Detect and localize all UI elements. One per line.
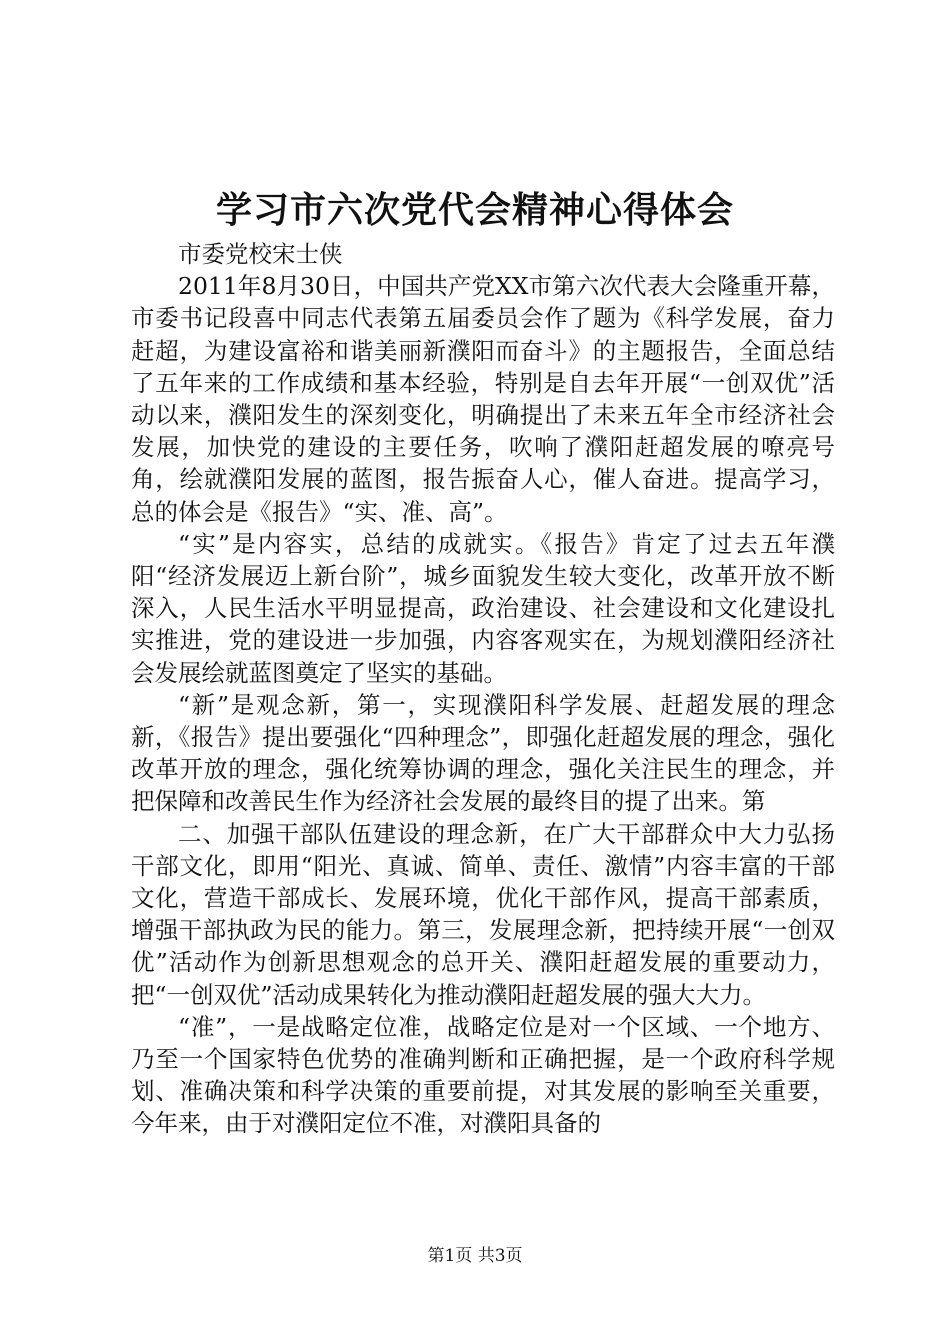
page-footer: 第1页 共3页 — [427, 1246, 523, 1266]
author-line: 市委党校宋士侠 — [178, 240, 343, 268]
paragraph: “准”，一是战略定位准，战略定位是对一个区域、一个地方、乃至一个国家特色优势的准确判断和正确把握，是一个政府科学规划、准确决策和科学决策的重要前提，对其发展的影响至关重要，今年来，由于对濮阳定位不准，对濮阳具备的 — [131, 1012, 835, 1138]
paragraph: 二、加强干部队伍建设的理念新，在广大干部群众中大力弘扬干部文化，即用“阳光、真诚、简单、责任、激情”内容丰富的干部文化，营造干部成长、发展环境，优化干部作风，提高干部素质，增强干部执政为民的能力。第三，发展理念新，把持续开展“一创双优”活动作为创新思想观念的总开关、濮阳赶超发展的重要动力，把“一创双优”活动成果转化为推动濮阳赶超发展的强大大力。 — [131, 819, 835, 1009]
paragraph: 2011年8月30日，中国共产党XX市第六次代表大会隆重开幕，市委书记段喜中同志代表第五届委员会作了题为《科学发展，奋力赶超，为建设富裕和谐美丽新濮阳而奋斗》的主题报告，全面总结了五年来的工作成绩和基本经验，特别是自去年开展“一创双优”活动以来，濮阳发生的深刻变化，明确提出了未来五年全市经济社会发展，加快党的建设的主要任务，吹响了濮阳赶超发展的嘹亮号角，绘就濮阳发展的蓝图，报告振奋人心，催人奋进。提高学习，总的体会是《报告》“实、准、高”。 — [131, 272, 835, 526]
document-title: 学习市六次党代会精神心得体会 — [215, 189, 734, 231]
document-body — [131, 238, 835, 1140]
paragraph: “实”是内容实，总结的成就实。《报告》肯定了过去五年濮阳“经济发展迈上新台阶”，城乡面貌发生较大变化，改革开放不断深入，人民生活水平明显提高，政治建设、社会建设和文化建设扎实推进，党的建设进一步加强，内容客观实在，为规划濮阳经济社会发展绘就蓝图奠定了坚实的基础。 — [131, 529, 835, 687]
paragraph: “新”是观念新，第一，实现濮阳科学发展、赶超发展的理念新，《报告》提出要强化“四种理念”，即强化赶超发展的理念，强化改革开放的理念，强化统筹协调的理念，强化关注民生的理念，并把保障和改善民生作为经济社会发展的最终目的提了出来。第 — [131, 690, 835, 816]
